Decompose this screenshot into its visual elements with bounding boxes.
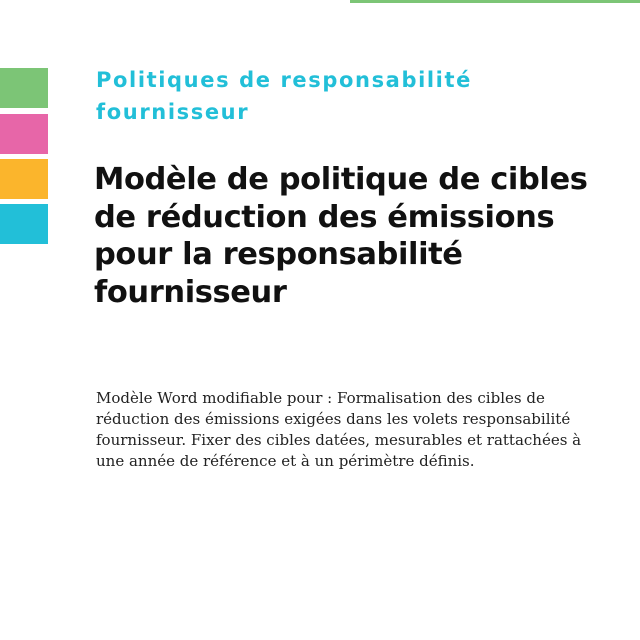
document-description: Modèle Word modifiable pour : Formalisation des cibles de réduction des émissions exigées dans les volets responsabilité fournisseur. Fixer des cibles datées, mesurables et rattachées à une année de référence et à un périmètre définis. — [96, 389, 582, 470]
color-bar-cyan — [0, 204, 48, 244]
color-bar-green — [0, 68, 48, 108]
color-bar-yellow — [0, 159, 48, 199]
category-label: Politiques de responsabilité fournisseur — [96, 68, 472, 124]
document-title: Modèle de politique de cibles de réduction des émissions pour la responsabilité fournisseur — [94, 162, 588, 310]
color-bar-pink — [0, 114, 48, 154]
top-accent-line — [350, 0, 640, 3]
